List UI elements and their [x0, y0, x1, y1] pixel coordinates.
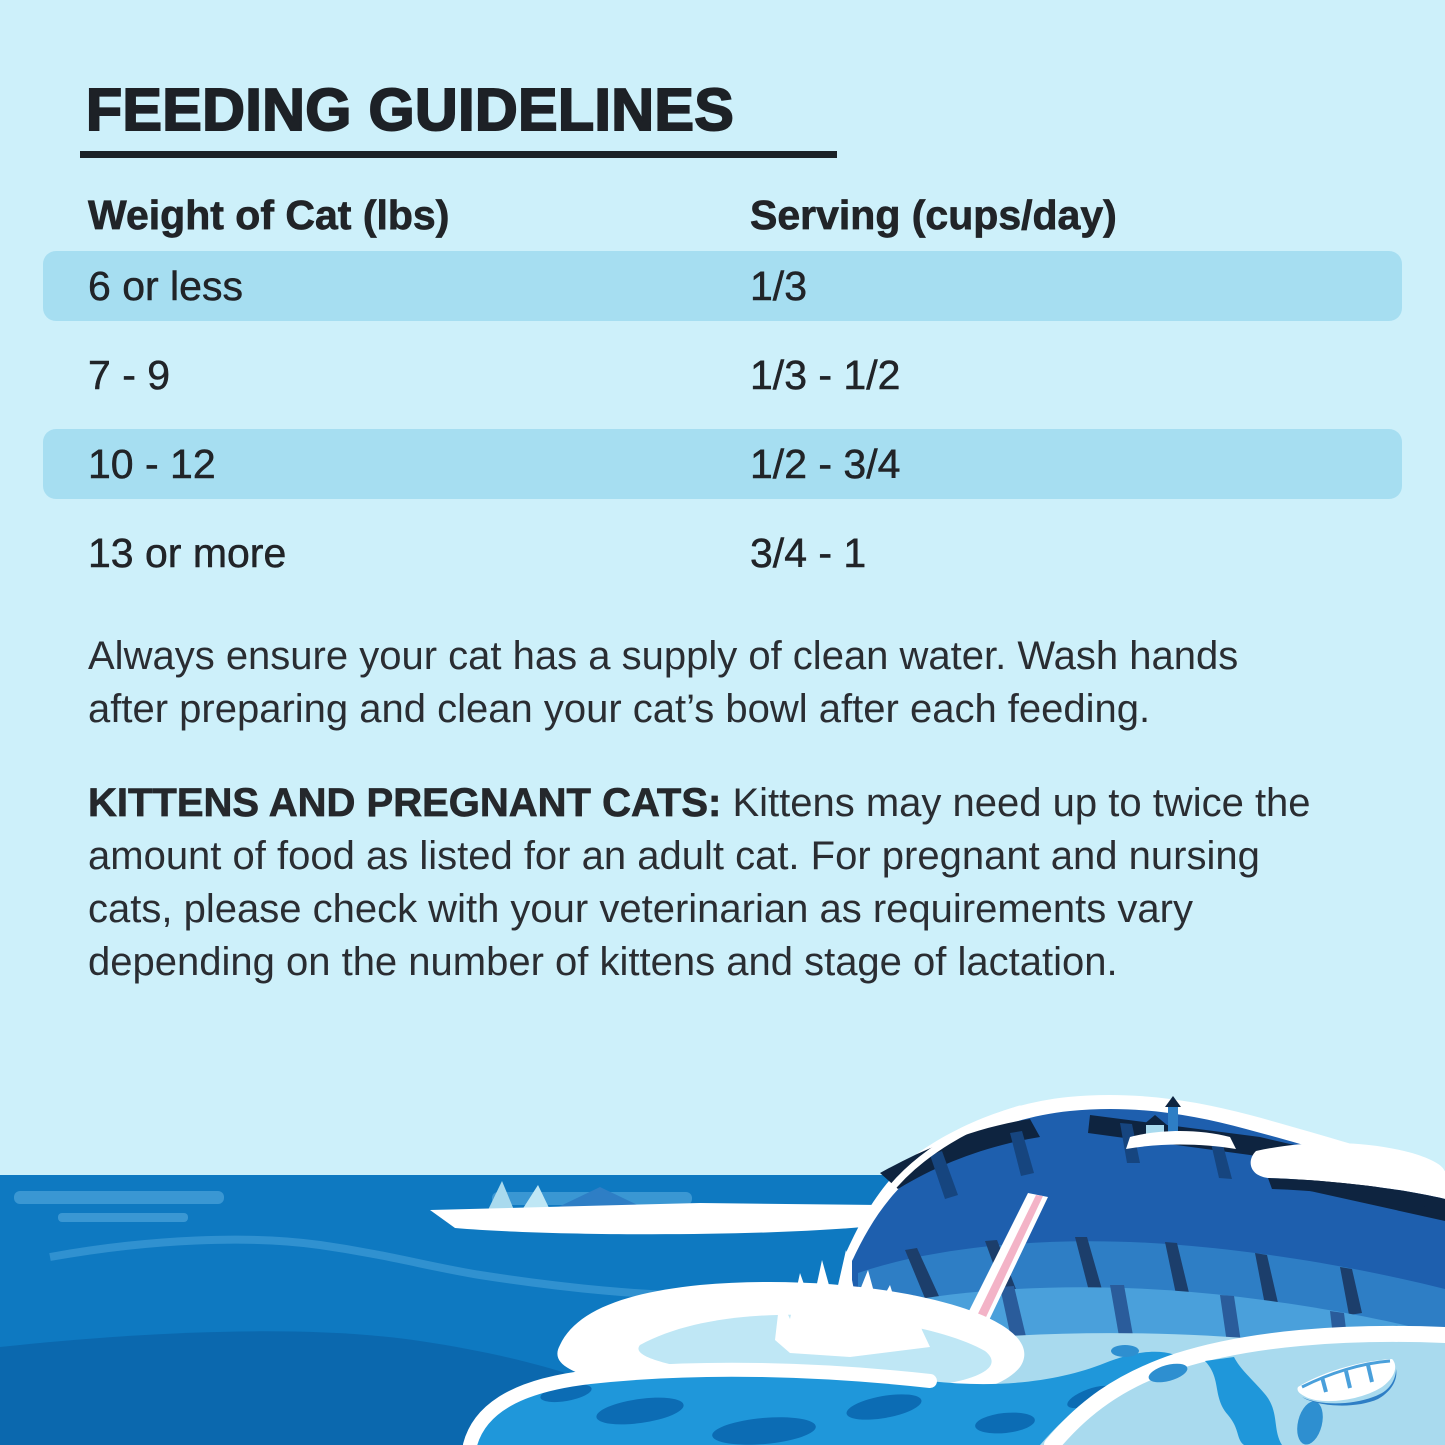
note-line-rest: Kittens may need up to twice the [721, 781, 1311, 825]
hygiene-note [88, 630, 1238, 736]
table-row [43, 340, 1402, 410]
weight-cell: 13 or more [88, 530, 287, 576]
serving-cell: 3/4 - 1 [750, 530, 867, 576]
table-row [43, 251, 1402, 321]
serving-cell: 1/2 - 3/4 [750, 441, 901, 487]
kittens-note [88, 776, 1311, 988]
note-line: depending on the number of kittens and stage of lactation. [88, 940, 1118, 984]
weight-cell: 6 or less [88, 263, 243, 309]
coastal-illustration [0, 1045, 1445, 1445]
serving-cell: 1/3 [750, 263, 807, 309]
table-row [43, 429, 1402, 499]
note-line: after preparing and clean your cat’s bowl after each feeding. [88, 687, 1151, 731]
title-underline [80, 151, 837, 158]
weight-cell: 7 - 9 [88, 352, 171, 398]
table-row [43, 518, 1402, 588]
serving-cell: 1/3 - 1/2 [750, 352, 901, 398]
column-header-weight: Weight of Cat (lbs) [88, 192, 450, 238]
column-header-serving: Serving (cups/day) [750, 192, 1117, 238]
page-title: FEEDING GUIDELINES [86, 77, 735, 143]
kittens-label: KITTENS AND PREGNANT CATS: [88, 781, 722, 825]
note-line: cats, please check with your veterinarian as requirements vary [88, 887, 1193, 931]
note-line [88, 776, 1311, 829]
weight-cell: 10 - 12 [88, 441, 216, 487]
note-line: amount of food as listed for an adult cat. For pregnant and nursing [88, 834, 1260, 878]
note-line: Always ensure your cat has a supply of clean water. Wash hands [88, 634, 1239, 678]
